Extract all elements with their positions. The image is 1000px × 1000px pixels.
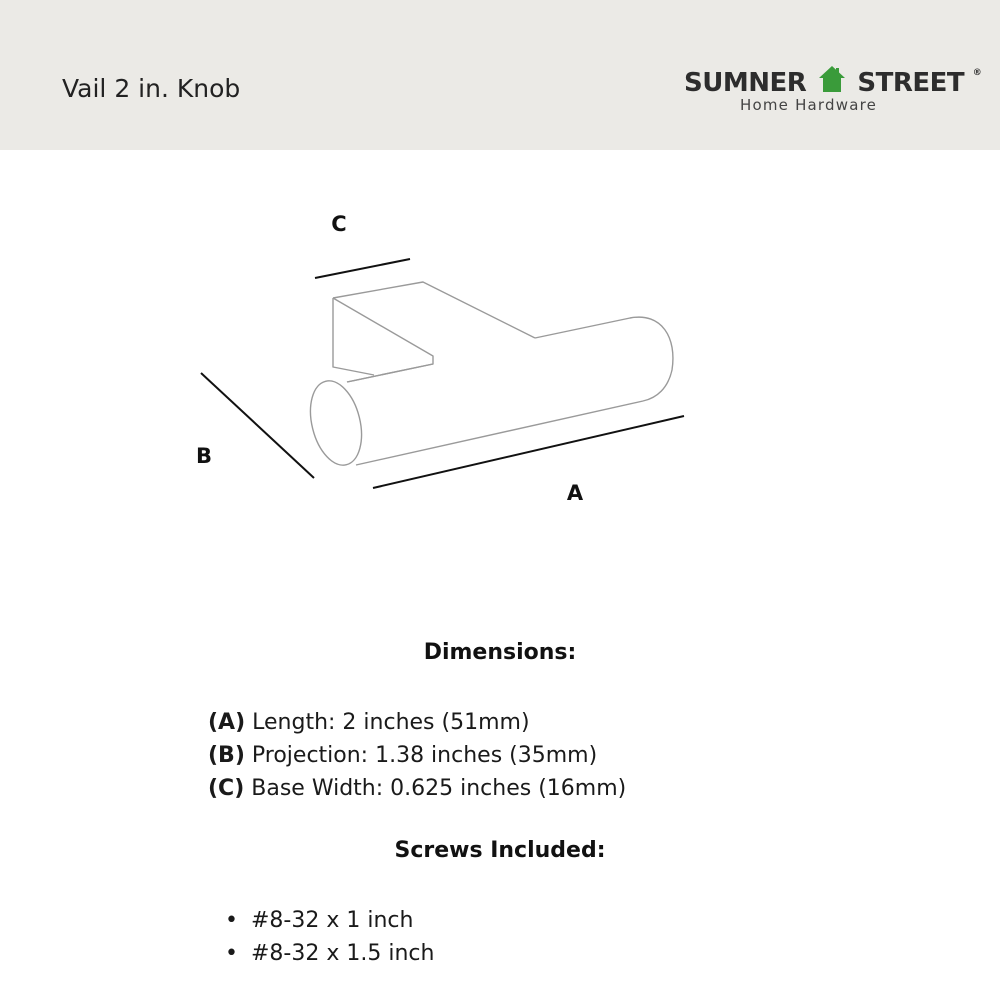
dimension-text: Base Width: 0.625 inches (16mm) (251, 776, 627, 801)
dimension-line-b (201, 373, 314, 478)
screw-text: #8-32 x 1 inch (251, 908, 414, 933)
bullet-icon: • (225, 908, 238, 933)
dimension-text: Projection: 1.38 inches (35mm) (251, 743, 598, 768)
screw-text: #8-32 x 1.5 inch (251, 941, 435, 966)
logo-word-street: STREET (857, 68, 965, 98)
knob-cylinder-top-edge (347, 364, 433, 382)
bullet-icon: • (225, 941, 238, 966)
knob-cylinder-bottom-edge (356, 401, 643, 465)
dimension-label-a: A (566, 481, 584, 505)
knob-outline (302, 282, 673, 471)
list-item (225, 904, 434, 937)
knob-dimension-diagram (0, 150, 1000, 600)
house-icon (817, 64, 847, 94)
knob-base-top-edge (333, 282, 535, 338)
logo-word-sumner: SUMNER (684, 68, 807, 98)
registered-mark: ® (972, 68, 982, 78)
logo-tagline: Home Hardware (740, 96, 878, 114)
knob-drawing (0, 150, 1000, 600)
knob-cylinder-far-end (535, 317, 673, 401)
knob-end-cap (302, 375, 369, 470)
dimensions-list (208, 706, 626, 805)
dimension-row-b (208, 739, 626, 772)
dimension-label-b: B (195, 444, 213, 468)
dimension-line-c (315, 259, 410, 278)
screws-heading: Screws Included: (394, 838, 606, 863)
dimensions-heading: Dimensions: (423, 640, 577, 665)
brand-logo (684, 62, 982, 118)
screws-list (225, 904, 434, 970)
product-title: Vail 2 in. Knob (62, 74, 241, 103)
dimension-row-a (208, 706, 626, 739)
dimension-row-c (208, 772, 626, 805)
dimension-key: (A) (208, 710, 246, 735)
logo-wordmark (684, 68, 981, 98)
dimension-label-c: C (331, 212, 347, 236)
dimension-lines (201, 259, 684, 488)
list-item (225, 937, 434, 970)
dimension-key: (C) (208, 776, 245, 801)
dimension-key: (B) (208, 743, 245, 768)
header-bar (0, 0, 1000, 150)
dimension-text: Length: 2 inches (51mm) (252, 710, 530, 735)
